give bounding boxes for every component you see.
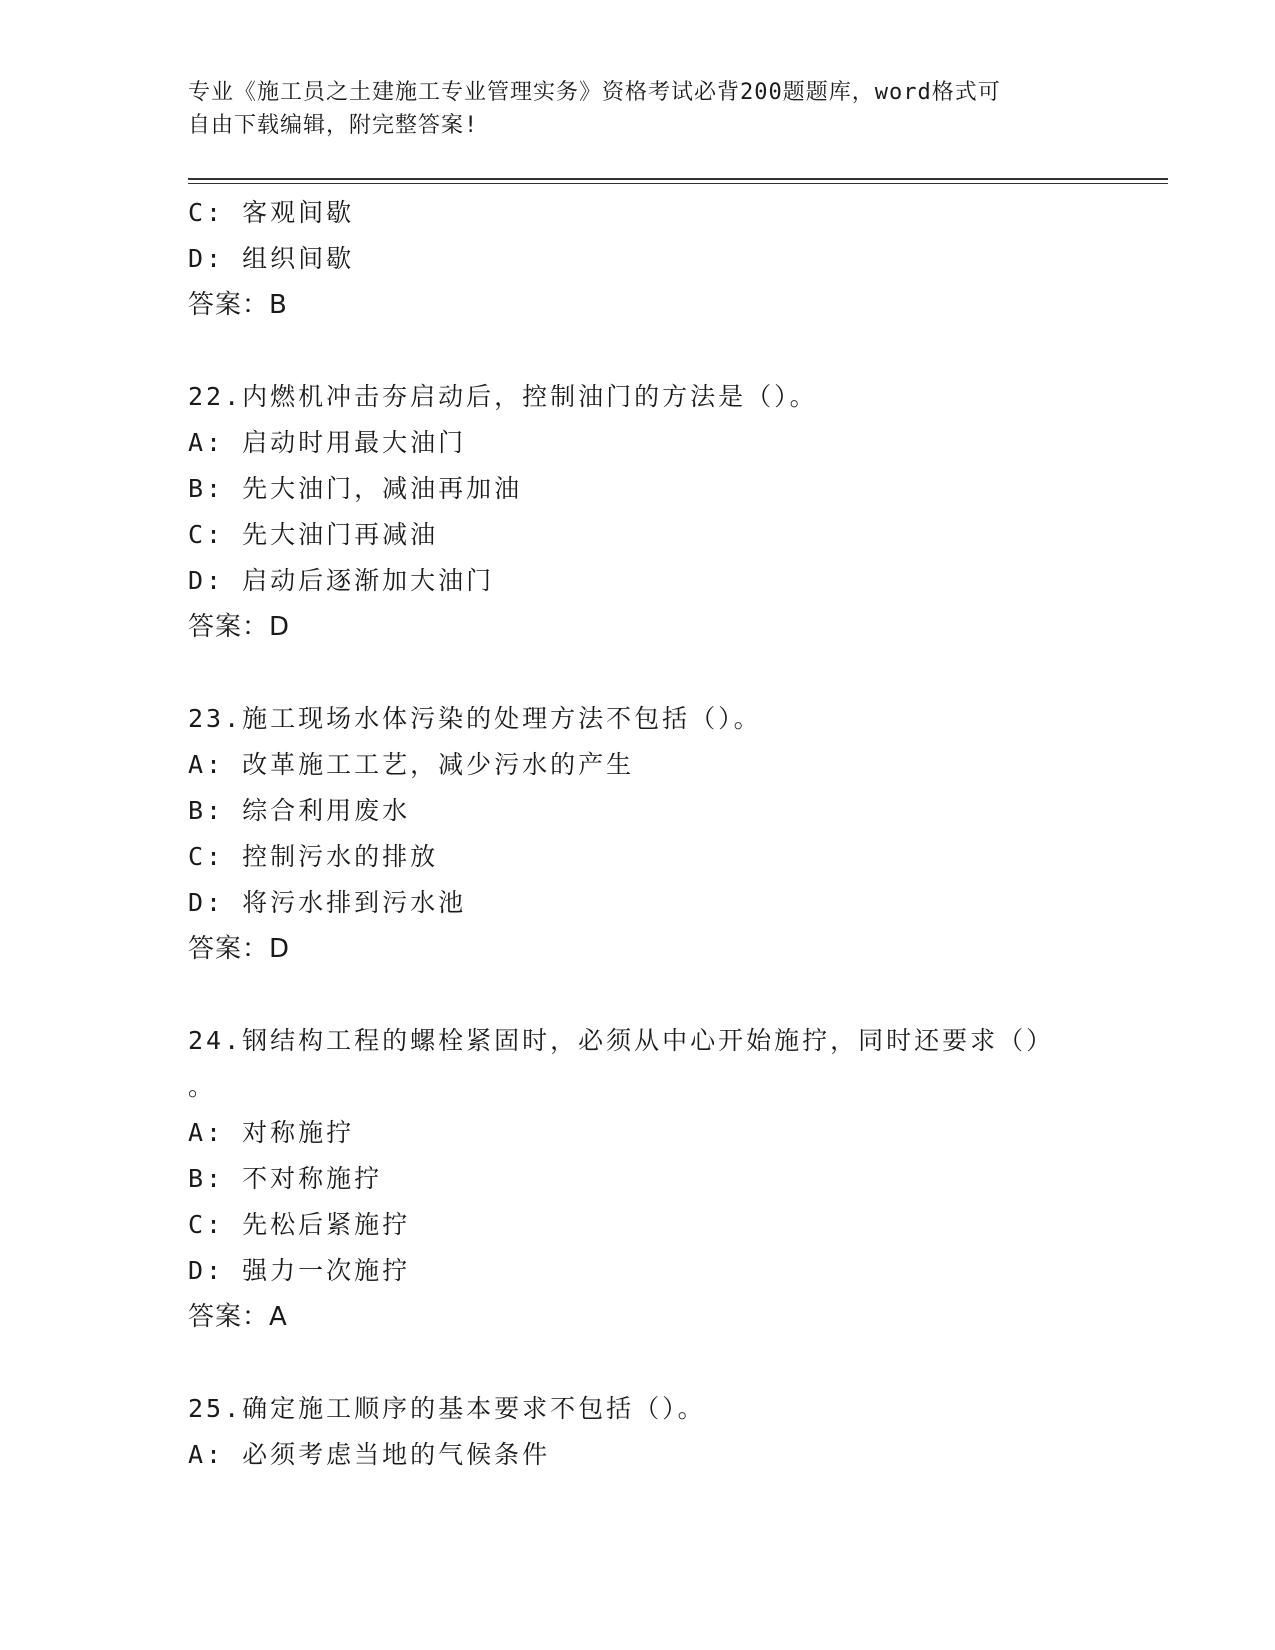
question-block-25 — [188, 1386, 1088, 1478]
option-c: C: 客观间歇 — [188, 198, 355, 227]
option-a: A: 改革施工工艺，减少污水的产生 — [188, 750, 635, 779]
question-block-22 — [188, 374, 1088, 650]
question-text-continued: 。 — [188, 1072, 217, 1101]
answer-line: 答案：A — [188, 1302, 288, 1332]
question-text: 24.钢结构工程的螺栓紧固时，必须从中心开始施拧，同时还要求（） — [188, 1026, 1055, 1055]
spacer — [188, 1340, 1088, 1386]
answer-line: 答案：B — [188, 290, 288, 320]
question-block-24 — [188, 1018, 1088, 1340]
question-text: 23.施工现场水体污染的处理方法不包括（）。 — [188, 704, 762, 733]
option-c: C: 控制污水的排放 — [188, 842, 439, 871]
question-block-21 — [188, 190, 1088, 328]
spacer — [188, 972, 1088, 1018]
question-block-23 — [188, 696, 1088, 972]
header-line-2: 自由下载编辑，附完整答案! — [188, 113, 479, 138]
option-c: C: 先松后紧施拧 — [188, 1210, 411, 1239]
option-a: A: 对称施拧 — [188, 1118, 355, 1147]
option-d: D: 强力一次施拧 — [188, 1256, 411, 1285]
answer-line: 答案：D — [188, 934, 291, 964]
option-b: B: 先大油门，减油再加油 — [188, 474, 523, 503]
document-page — [188, 0, 1168, 1650]
option-b: B: 综合利用废水 — [188, 796, 411, 825]
option-c: C: 先大油门再减油 — [188, 520, 439, 549]
question-text: 22.内燃机冲击夯启动后，控制油门的方法是（）。 — [188, 382, 818, 411]
document-header — [188, 76, 1088, 142]
spacer — [188, 328, 1088, 374]
option-d: D: 组织间歇 — [188, 244, 355, 273]
option-a: A: 必须考虑当地的气候条件 — [188, 1440, 551, 1469]
header-rule-thin — [188, 183, 1168, 184]
header-line-1: 专业《施工员之土建施工专业管理实务》资格考试必背200题题库，word格式可 — [188, 80, 1001, 105]
option-d: D: 启动后逐渐加大油门 — [188, 566, 495, 595]
question-content — [188, 190, 1088, 1478]
question-text: 25.确定施工顺序的基本要求不包括（）。 — [188, 1394, 706, 1423]
spacer — [188, 650, 1088, 696]
option-a: A: 启动时用最大油门 — [188, 428, 467, 457]
option-d: D: 将污水排到污水池 — [188, 888, 467, 917]
header-rule-thick — [188, 178, 1168, 180]
option-b: B: 不对称施拧 — [188, 1164, 383, 1193]
answer-line: 答案：D — [188, 612, 291, 642]
